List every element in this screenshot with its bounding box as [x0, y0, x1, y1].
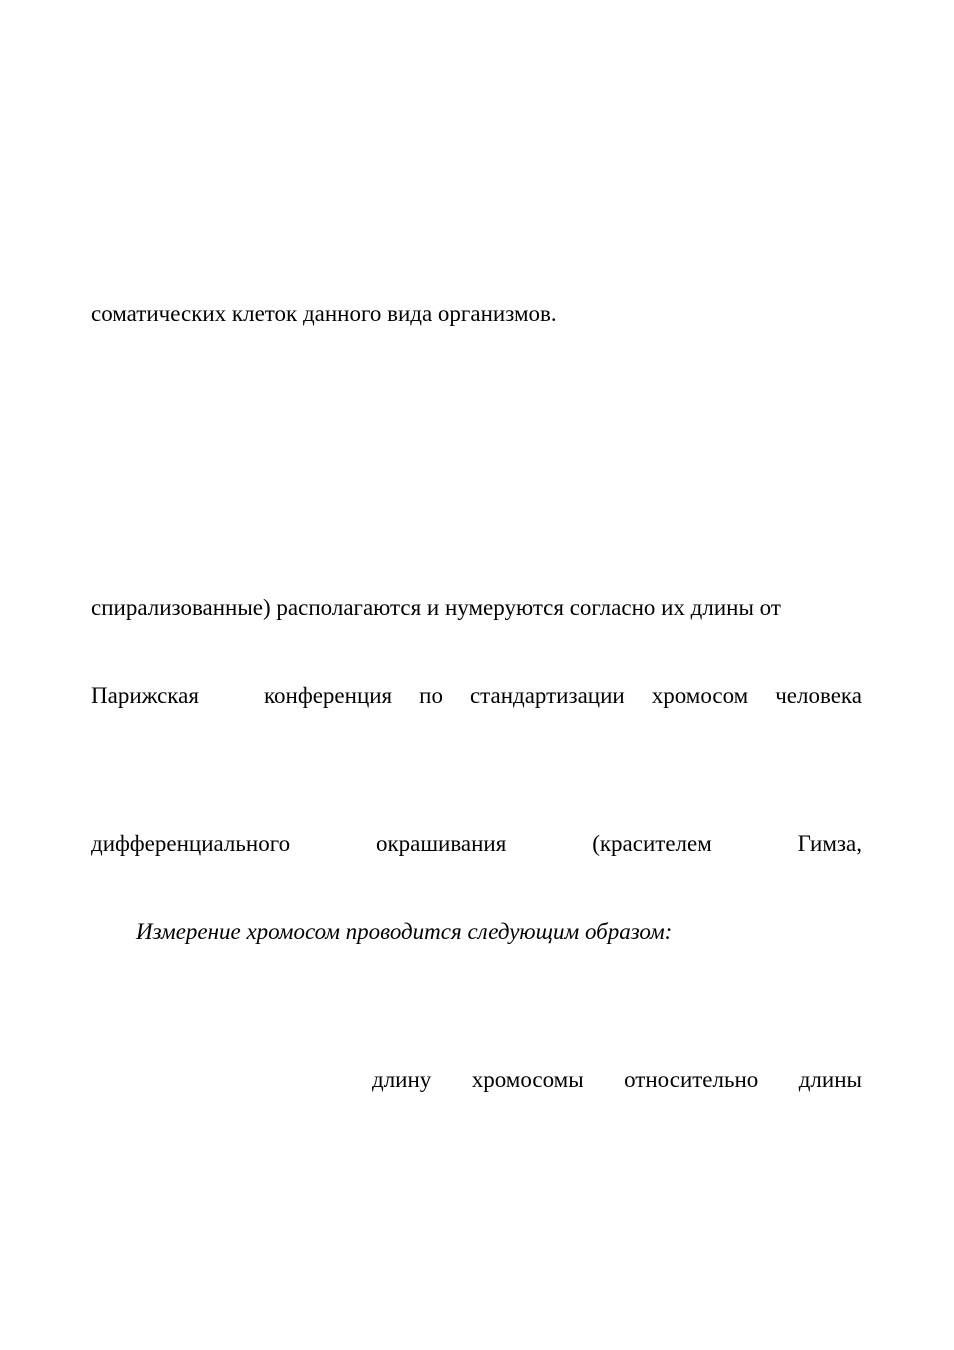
word: по — [419, 683, 443, 708]
word: относительно — [624, 1067, 759, 1092]
word: дифференциального — [91, 831, 291, 856]
word: Парижская — [91, 683, 199, 708]
word: хромосомы — [471, 1067, 584, 1092]
text-line-measurement-italic: Измерение хромосом проводится следующим образом: — [136, 919, 673, 944]
word: длину — [372, 1067, 432, 1092]
text-line-paris-conference — [91, 682, 862, 710]
word: длины — [798, 1067, 862, 1092]
word: стандартизации — [469, 683, 625, 708]
text-line-somatic-cells: соматических клеток данного вида организмов. — [91, 301, 557, 326]
word: хромосом — [651, 683, 749, 708]
text-line-spiralized: спирализованные) располагаются и нумеруются согласно их длины от — [91, 595, 781, 620]
word: Гимза, — [797, 831, 862, 856]
text-line-differential-staining — [91, 830, 862, 858]
word: (красителем — [592, 831, 712, 856]
word-group — [264, 682, 862, 710]
word: окрашивания — [375, 831, 507, 856]
text-line-chromosome-length — [372, 1066, 862, 1094]
word: человека — [775, 683, 862, 708]
word: конференция — [264, 683, 393, 708]
